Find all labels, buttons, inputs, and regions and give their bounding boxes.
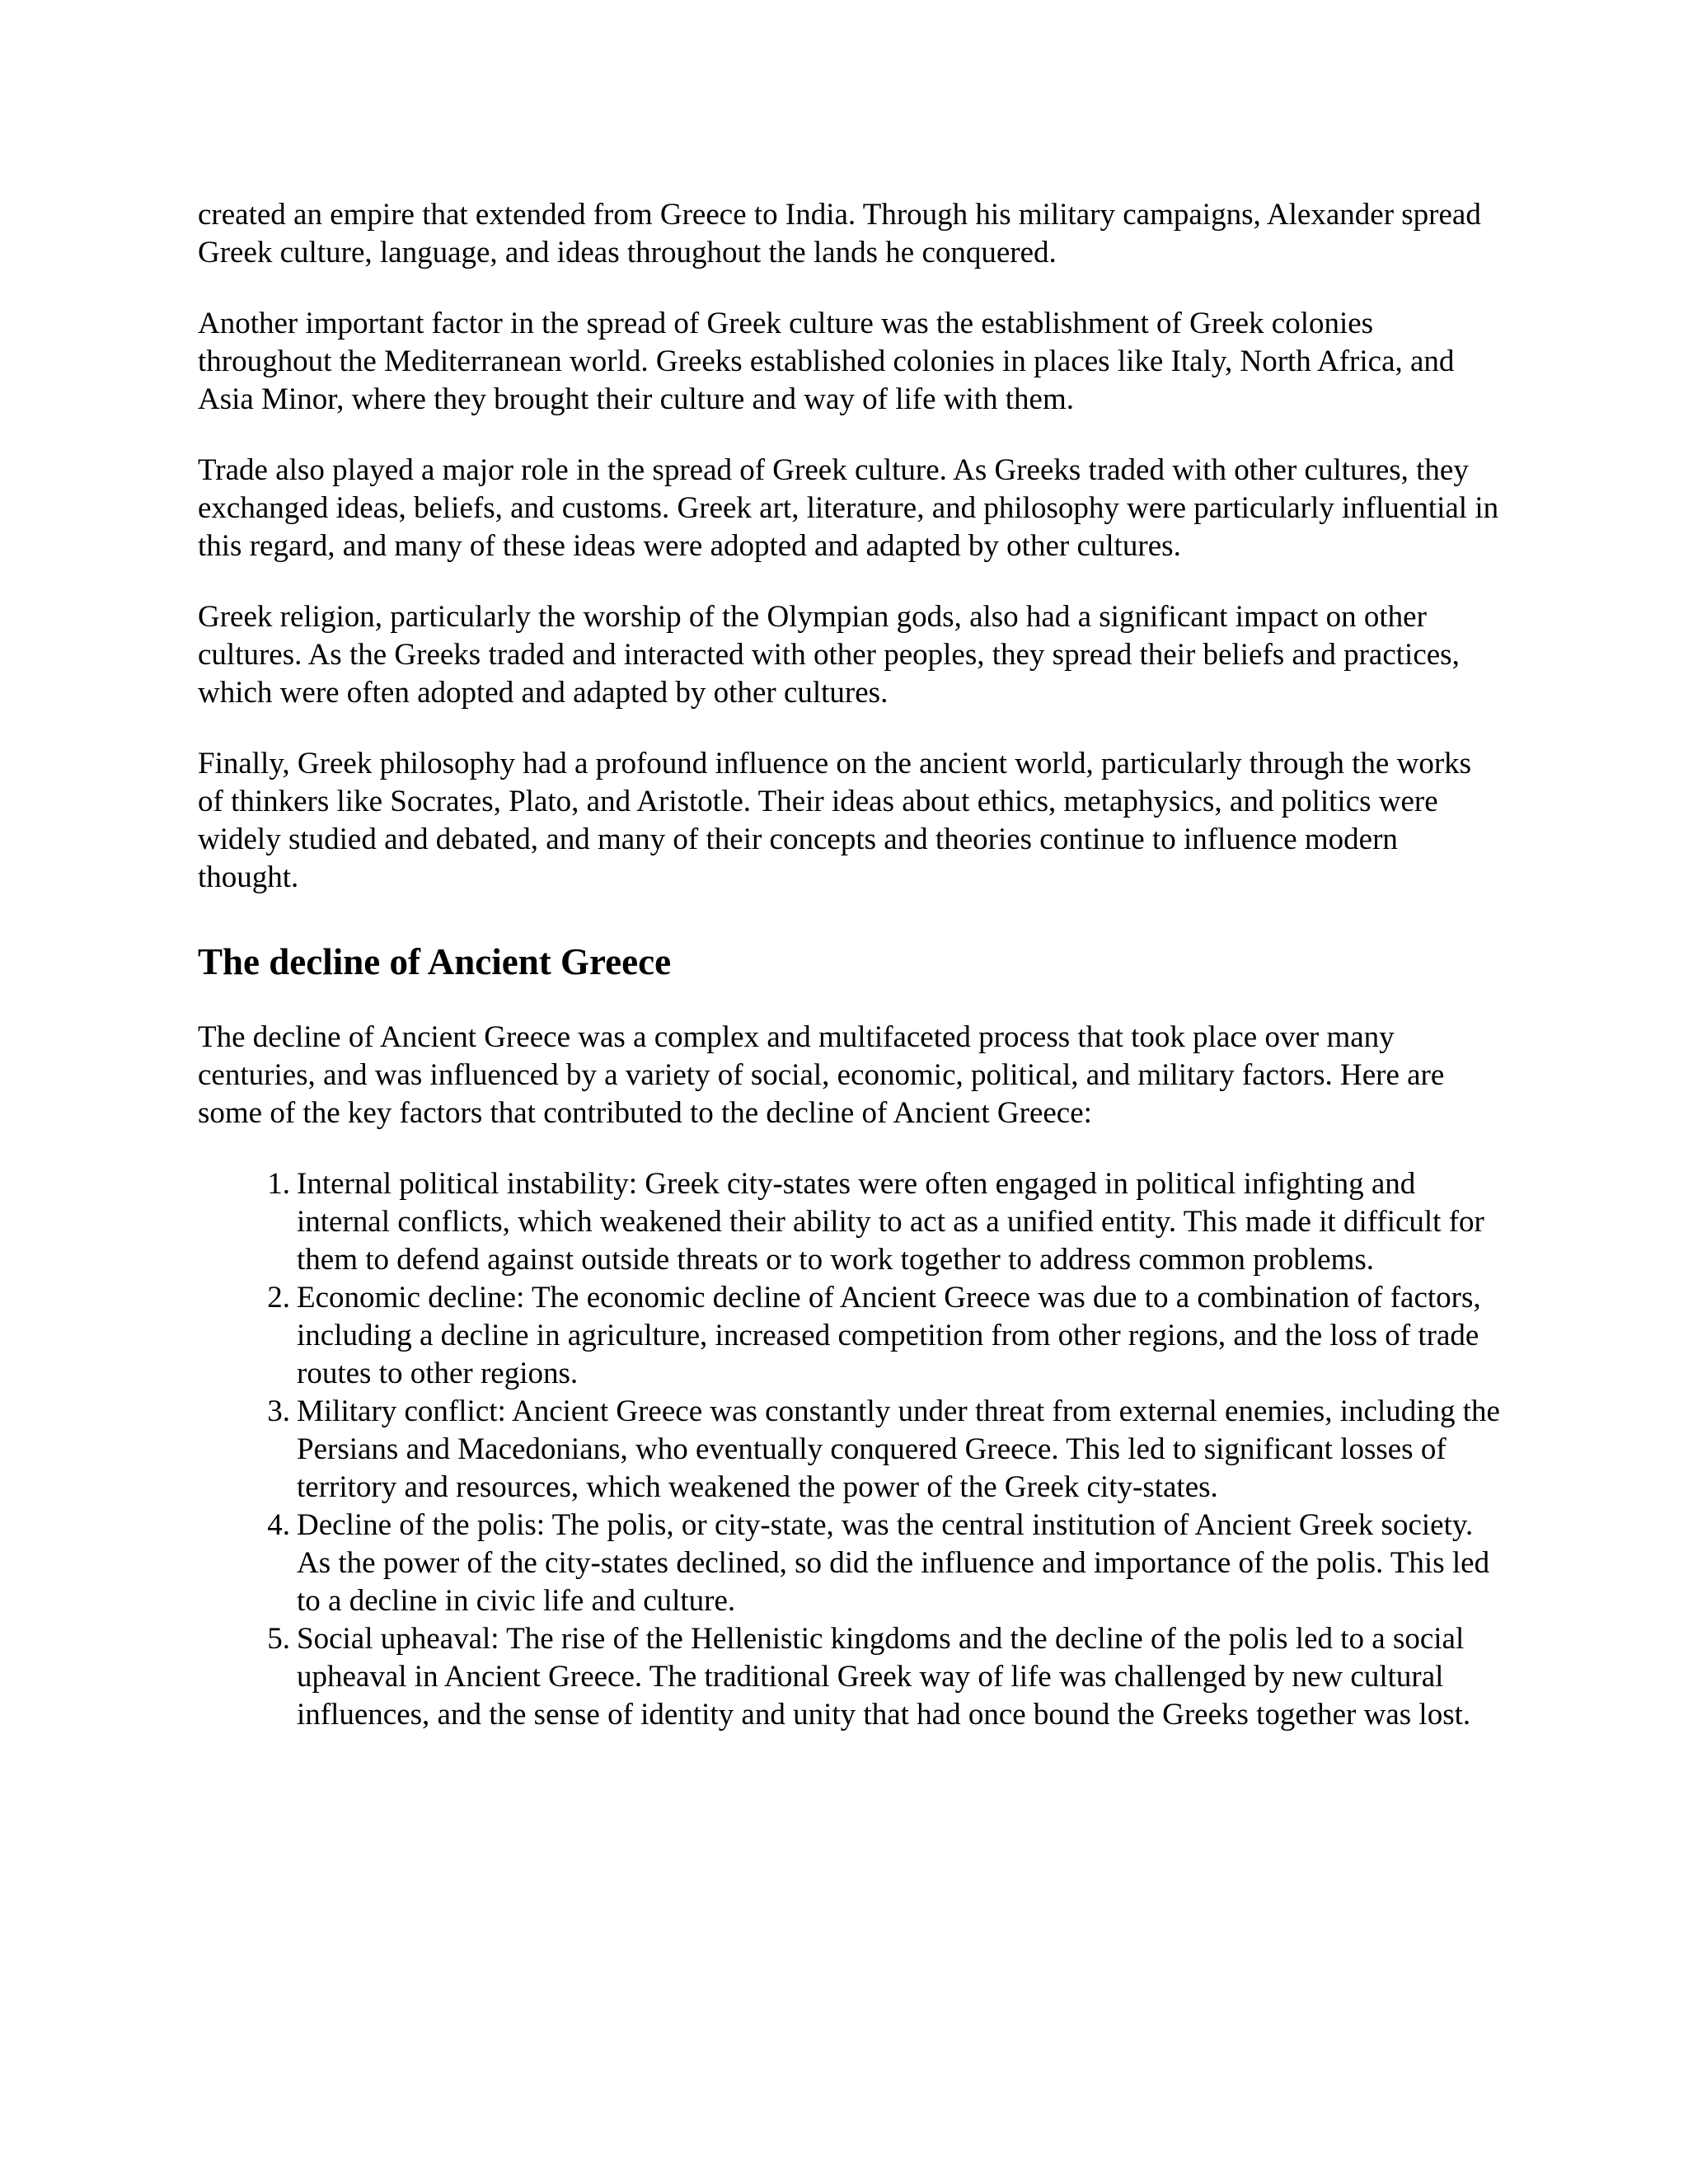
list-item	[267, 1620, 1500, 1734]
section-heading: The decline of Ancient Greece	[198, 941, 672, 982]
list-item	[267, 1393, 1500, 1507]
list-item	[267, 1279, 1500, 1393]
document-page	[198, 196, 1500, 1734]
factors-list	[198, 1165, 1500, 1734]
paragraph-trade: Trade also played a major role in the spread of Greek culture. As Greeks traded with other cultures, they exchanged ideas, beliefs, and customs. Greek art, literature, and philosophy were particularly influential in this regard, and many of these ideas were adopted and adapted by other cultures.	[198, 453, 1499, 563]
list-item-text: Internal political instability: Greek city-states were often engaged in political infighting and internal conflicts, which weakened their ability to act as a unified entity. This made it difficult for them to defend against outside threats or to work together to address common problems.	[297, 1167, 1484, 1277]
list-item-number: 3.	[267, 1394, 290, 1428]
list-item-number: 4.	[267, 1508, 290, 1542]
paragraph-religion: Greek religion, particularly the worship of the Olympian gods, also had a significant impact on other cultures. As the Greeks traded and interacted with other peoples, they spread their beliefs and practices, which were often adopted and adapted by other cultures.	[198, 600, 1460, 710]
paragraph-colonies: Another important factor in the spread of Greek culture was the establishment of Greek colonies throughout the Mediterranean world. Greeks established colonies in places like Italy, North Africa, and Asia Minor, where they brought their culture and way of life with them.	[198, 307, 1455, 416]
list-item-text: Decline of the polis: The polis, or city-state, was the central institution of Ancient Greek society. As the power of the city-states declined, so did the influence and importance of the polis. This led to a decline in civic life and culture.	[297, 1508, 1490, 1618]
list-item-text: Economic decline: The economic decline of Ancient Greece was due to a combination of factors, including a decline in agriculture, increased competition from other regions, and the loss of trade routes to other regions.	[297, 1281, 1481, 1390]
section-intro: The decline of Ancient Greece was a complex and multifaceted process that took place over many centuries, and was influenced by a variety of social, economic, political, and military factors. Here are some of the key factors that contributed to the decline of Ancient Greece:	[198, 1020, 1445, 1130]
paragraph-philosophy: Finally, Greek philosophy had a profound influence on the ancient world, particularly through the works of thinkers like Socrates, Plato, and Aristotle. Their ideas about ethics, metaphysics, and politics were widely studied and debated, and many of their concepts and theories continue to influence modern thought.	[198, 747, 1472, 894]
list-item	[267, 1165, 1500, 1279]
list-item-text: Military conflict: Ancient Greece was constantly under threat from external enemies, including the Persians and Macedonians, who eventually conquered Greece. This led to significant losses of territory and resources, which weakened the power of the Greek city-states.	[297, 1394, 1500, 1504]
list-item-number: 1.	[267, 1167, 290, 1201]
paragraph-alexander: created an empire that extended from Greece to India. Through his military campaigns, Alexander spread Greek culture, language, and ideas throughout the lands he conquered.	[198, 198, 1481, 269]
list-item	[267, 1507, 1500, 1620]
list-item-number: 5.	[267, 1622, 290, 1656]
list-item-number: 2.	[267, 1281, 290, 1315]
list-item-text: Social upheaval: The rise of the Hellenistic kingdoms and the decline of the polis led to a social upheaval in Ancient Greece. The traditional Greek way of life was challenged by new cultural influences, and the sense of identity and unity that had once bound the Greeks together was lost.	[297, 1622, 1471, 1732]
